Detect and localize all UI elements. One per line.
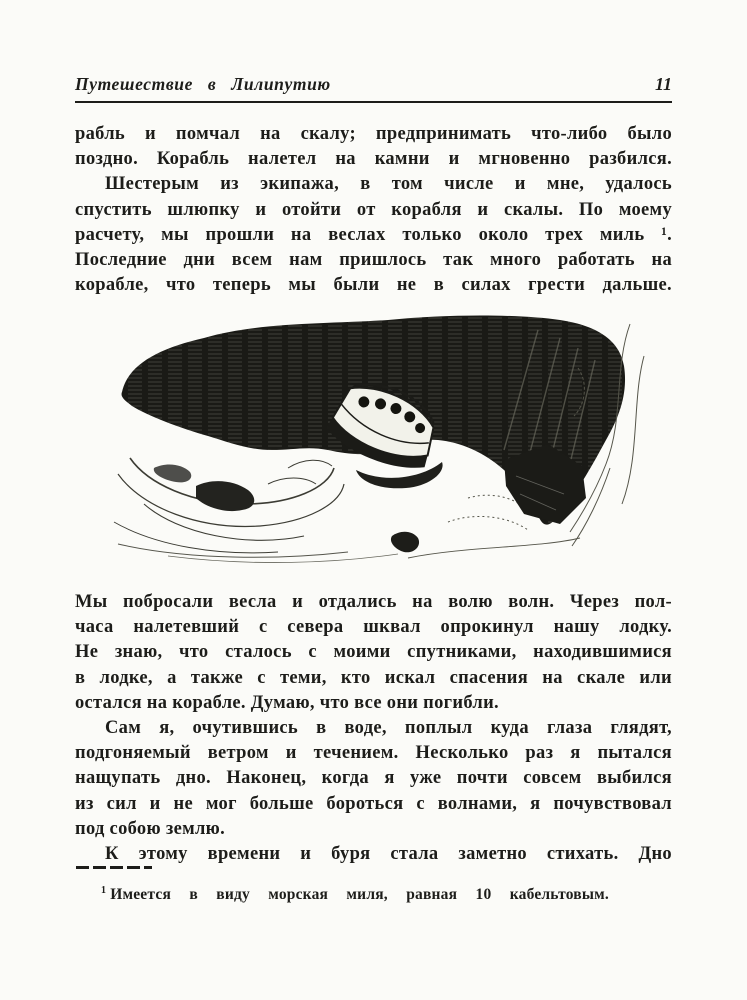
text-line: Сам я, очутившись в воде, поплыл куда глаза глядят, <box>105 717 672 738</box>
wave-crest <box>196 481 254 511</box>
footnote-marker: 1 <box>101 885 107 896</box>
text-line: часа налетевший с севера шквал опрокинул нашу лодку. <box>75 617 672 638</box>
footnote <box>75 880 609 906</box>
text-line: рабль и помчал на скалу; предпринимать что-либо было <box>75 124 672 144</box>
text-line: спустить шлюпку и отойти от корабля и скалы. По моему <box>75 199 672 220</box>
text-line: из сил и не мог больше бороться с волнами, я почувствовал <box>75 793 672 814</box>
footnote-divider <box>76 866 152 869</box>
text-line: нащупать дно. Наконец, когда я уже почти совсем выбился <box>75 768 672 789</box>
shipwreck-illustration <box>108 308 654 570</box>
running-head <box>75 74 672 95</box>
text-line: подгоняемый ветром и течением. Несколько раз я пытался <box>75 743 672 764</box>
text-line: корабле, что теперь мы были не в силах грести дальше. <box>75 275 672 296</box>
header-rule <box>75 101 672 103</box>
text-line: под собою землю. <box>75 818 226 839</box>
paragraph-block-1 <box>75 122 672 298</box>
text-line: Шестерым из экипажа, в том числе и мне, удалось <box>105 174 672 195</box>
page-number: 11 <box>654 74 672 94</box>
text-line: Не знаю, что сталось с моими спутниками, находившимися <box>75 642 672 663</box>
text-line: Последние дни всем нам пришлось так много работать на <box>75 249 672 270</box>
text-line: расчету, мы прошли на веслах только около трех миль ¹. <box>75 224 672 245</box>
text-line: остался на корабле. Думаю, что все они погибли. <box>75 692 499 713</box>
text-line: в лодке, а также с теми, кто искал спасения на скале или <box>75 667 672 688</box>
text-line: К этому времени и буря стала заметно стихать. Дно <box>105 843 672 864</box>
text-line: Мы побросали весла и отдались на волю волн. Через пол- <box>75 592 672 612</box>
paragraph-block-2 <box>75 590 672 867</box>
footnote-text: Имеется в виду морская миля, равная 10 кабельтовым. <box>110 886 609 904</box>
debris-shape <box>391 532 419 553</box>
text-line: поздно. Корабль налетел на камни и мгновенно разбился. <box>75 149 672 170</box>
running-title: Путешествие в Лилипутию <box>75 74 331 94</box>
